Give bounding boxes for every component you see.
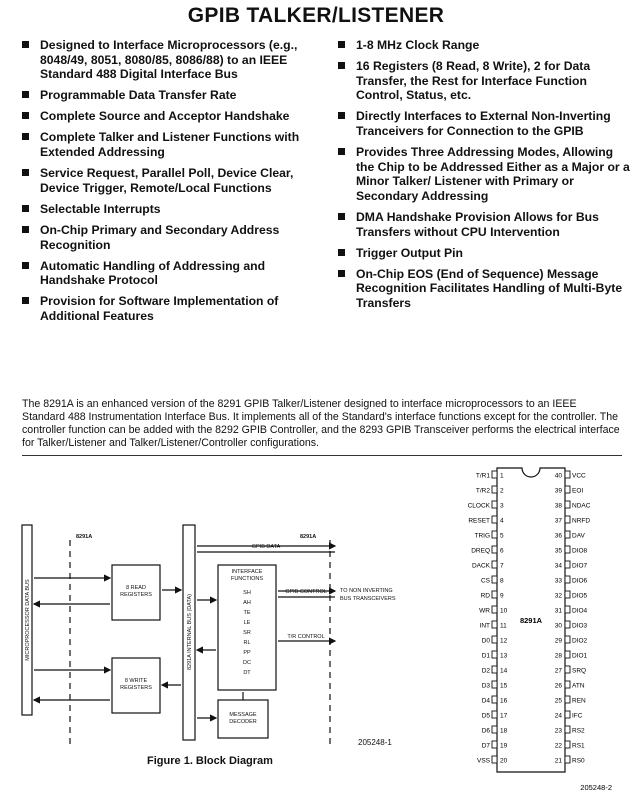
pin-number: 28	[554, 652, 562, 660]
pin-name: DREQ	[471, 547, 490, 555]
pin-stub	[492, 621, 497, 628]
if-item: AH	[243, 600, 251, 606]
if-item: SR	[243, 630, 251, 636]
read-regs-label: 8 READ REGISTERS	[120, 585, 152, 598]
transceivers-label: TO NON INVERTING BUS TRANSCEIVERS	[340, 588, 396, 602]
pin-name: INT	[479, 622, 490, 630]
pin-number: 35	[554, 547, 562, 555]
pin-stub	[565, 621, 570, 628]
pinout	[468, 468, 612, 792]
pin-name: D1	[481, 652, 490, 660]
pin-stub	[565, 681, 570, 688]
pin-name: WR	[479, 607, 490, 615]
pin-stub	[492, 546, 497, 553]
pin-number: 1	[500, 472, 504, 480]
pin-stub	[565, 666, 570, 673]
pin-name: CS	[480, 577, 490, 585]
pin-number: 22	[554, 742, 562, 750]
feature-text: Programmable Data Transfer Rate	[40, 88, 237, 103]
tr-control-label: T/R CONTROL	[287, 634, 325, 640]
pin-name: EOI	[572, 487, 584, 495]
pin-name: VCC	[572, 472, 586, 480]
pin-number: 26	[554, 682, 562, 690]
pin-number: 12	[500, 637, 508, 645]
pin-stub	[492, 726, 497, 733]
pin-name: DIO7	[572, 562, 588, 570]
if-item: DT	[243, 670, 251, 676]
pin-name: D3	[481, 682, 490, 690]
pin-stub	[492, 741, 497, 748]
pin-stub	[565, 561, 570, 568]
pin-stub	[565, 696, 570, 703]
pin-name: RS2	[572, 727, 585, 735]
feature-text: Designed to Interface Microprocessors (e.g., 8048/49, 8051, 8080/85, 8086/88) to an IEEE Standard 488 Digital Interface Bus	[40, 38, 298, 82]
pin-number: 30	[554, 622, 562, 630]
pin-number: 13	[500, 652, 508, 660]
internal-bus-label: 8291A INTERNAL BUS (DATA)	[187, 593, 193, 671]
pin-name: D7	[481, 742, 490, 750]
pin-number: 21	[554, 757, 562, 765]
pin-name: DACK	[471, 562, 490, 570]
pin-stub	[492, 561, 497, 568]
if-title: INTERFACE FUNCTIONS	[230, 569, 264, 582]
gpib-data-label: GPIB DATA	[251, 544, 281, 550]
pin-stub	[492, 696, 497, 703]
pin-stub	[565, 471, 570, 478]
pin-stub	[492, 606, 497, 613]
pin-number: 25	[554, 697, 562, 705]
pin-number: 11	[500, 622, 507, 630]
feature-text: Selectable Interrupts	[40, 201, 161, 216]
pin-name: D2	[481, 667, 490, 675]
pin-number: 24	[554, 712, 562, 720]
pin-stub	[565, 651, 570, 658]
pin-name: RESET	[468, 517, 490, 525]
pin-name: CLOCK	[467, 502, 490, 510]
pin-stub	[492, 651, 497, 658]
pin-stub	[565, 756, 570, 763]
chip-label-right: 8291A	[300, 534, 317, 540]
pin-stub	[565, 591, 570, 598]
pin-number: 3	[500, 502, 504, 510]
pin-name: DIO4	[572, 607, 588, 615]
pin-number: 15	[500, 682, 508, 690]
fig2-number: 205248-2	[580, 783, 612, 792]
feature-text: Complete Talker and Listener Functions with Extended Addressing	[40, 130, 300, 160]
if-item: DC	[243, 660, 251, 666]
pin-stub	[565, 516, 570, 523]
pin-stub	[492, 501, 497, 508]
feature-text: 1-8 MHz Clock Range	[356, 38, 480, 52]
chip-label-left: 8291A	[76, 534, 93, 540]
pin-stub	[492, 516, 497, 523]
pin-name: RD	[480, 592, 490, 600]
pin-name: TRIG	[474, 532, 490, 540]
pin-number: 33	[554, 577, 562, 585]
if-item: RL	[243, 640, 251, 646]
pin-stub	[565, 606, 570, 613]
pin-stub	[492, 591, 497, 598]
pin-name: T/R2	[475, 487, 490, 495]
pin-name: RS0	[572, 757, 585, 765]
pin-stub	[565, 501, 570, 508]
pin-number: 8	[500, 577, 504, 585]
pin-name: D6	[481, 727, 490, 735]
pin-name: DIO6	[572, 577, 588, 585]
pin-number: 38	[554, 502, 562, 510]
feature-text: On-Chip Primary and Secondary Address Recognition	[40, 222, 280, 252]
pin-name: D5	[481, 712, 490, 720]
pin-name: T/R1	[475, 472, 490, 480]
fig1-number: 205248-1	[358, 738, 392, 747]
if-item: PP	[243, 650, 251, 656]
feature-text: Complete Source and Acceptor Handshake	[40, 109, 290, 124]
pin-number: 40	[554, 472, 562, 480]
pin-name: DIO3	[572, 622, 588, 630]
pin-number: 36	[554, 532, 562, 540]
pin-name: RS1	[572, 742, 585, 750]
pin-stub	[565, 531, 570, 538]
pin-stub	[565, 741, 570, 748]
feature-text: Trigger Output Pin	[356, 245, 463, 260]
pin-number: 18	[500, 727, 508, 735]
pin-name: DIO8	[572, 547, 588, 555]
pin-name: NDAC	[572, 502, 591, 510]
pin-number: 2	[500, 487, 504, 495]
pin-name: NRFD	[572, 517, 591, 525]
pin-stub	[565, 711, 570, 718]
gpib-control-label: GPIB CONTROL	[285, 589, 327, 595]
pin-stub	[492, 666, 497, 673]
pin-name: REN	[572, 697, 586, 705]
pin-number: 6	[500, 547, 504, 555]
pin-number: 37	[554, 517, 562, 525]
pin-name: ATN	[572, 682, 585, 690]
page-title: GPIB TALKER/LISTENER	[187, 4, 445, 27]
pin-number: 23	[554, 727, 562, 735]
feature-text: Automatic Handling of Addressing and Handshake Protocol	[40, 258, 266, 288]
feature-text: Service Request, Parallel Poll, Device Clear, Device Trigger, Remote/Local Functions	[40, 166, 294, 195]
feature-text: On-Chip EOS (End of Sequence) Message Recognition Facilitates Handling of Multi-Byte Transfers	[356, 266, 623, 310]
pin-name: DAV	[572, 532, 585, 540]
pin-number: 17	[500, 712, 508, 720]
pin-name: SRQ	[572, 667, 587, 675]
pin-name: DIO5	[572, 592, 588, 600]
pin-number: 10	[500, 607, 508, 615]
pin-number: 31	[554, 607, 562, 615]
pin-stub	[492, 756, 497, 763]
msg-decoder-label: MESSAGE DECODER	[229, 712, 257, 725]
pin-number: 29	[554, 637, 562, 645]
feature-text: Provides Three Addressing Modes, Allowing the Chip to be Addressed Either as a Major or a Minor Talker/ Listener with Primary or Secondary Addressing	[356, 145, 630, 203]
pin-number: 39	[554, 487, 562, 495]
pin-number: 9	[500, 592, 504, 600]
chip-name: 8291A	[519, 616, 543, 625]
pin-stub	[492, 531, 497, 538]
if-item: SH	[243, 590, 251, 596]
pin-name: D0	[481, 637, 490, 645]
pin-stub	[492, 681, 497, 688]
pin-number: 20	[500, 757, 508, 765]
pin-name: D4	[481, 697, 490, 705]
pin-stub	[565, 726, 570, 733]
fig1-caption: Figure 1. Block Diagram	[147, 755, 273, 767]
pin-stub	[565, 636, 570, 643]
pin-number: 7	[500, 562, 504, 570]
feature-text: DMA Handshake Provision Allows for Bus Transfers without CPU Intervention	[356, 209, 599, 239]
pin-stub	[492, 711, 497, 718]
pin-number: 34	[554, 562, 562, 570]
micro-bus-label: MICROPROCESSOR DATA BUS	[25, 579, 31, 661]
pin-name: VSS	[476, 757, 490, 765]
pin-number: 32	[554, 592, 562, 600]
pin-stub	[565, 576, 570, 583]
pin-stub	[492, 471, 497, 478]
pin-number: 4	[500, 517, 504, 525]
pin-number: 27	[554, 667, 562, 675]
pin-name: DIO1	[572, 652, 588, 660]
pin-name: IFC	[572, 712, 583, 720]
if-item: TE	[243, 610, 251, 616]
pin-stub	[492, 486, 497, 493]
pin-stub	[492, 576, 497, 583]
feature-text: 16 Registers (8 Read, 8 Write), 2 for Data Transfer, the Rest for Interface Function Control, Status, etc.	[356, 59, 591, 103]
pin-number: 5	[500, 532, 504, 540]
intro-paragraph: The 8291A is an enhanced version of the 8291 GPIB Talker/Listener designed to interface microprocessors to an IEEE Standard 488 Instrumentation Interface Bus. It implements all of the Standard's interface functions except for the controller. The controller function can be added with the 8292 GPIB Controller, and the 8293 GPIB Transceiver performs the electrical interface for Talker/Listener and Talker/Listener/Controller configurations.	[22, 398, 620, 449]
pin-stub	[565, 486, 570, 493]
pin-number: 16	[500, 697, 508, 705]
pin-number: 14	[500, 667, 508, 675]
pin-stub	[565, 546, 570, 553]
feature-text: Directly Interfaces to External Non-Inverting Tranceivers for Connection to the GPIB	[356, 109, 611, 138]
pin-name: DIO2	[572, 637, 588, 645]
pin-number: 19	[500, 742, 508, 750]
pin-stub	[492, 636, 497, 643]
if-item: LE	[243, 620, 251, 626]
feature-text: Provision for Software Implementation of Additional Features	[40, 294, 279, 323]
write-regs-label: 8 WRITE REGISTERS	[120, 678, 152, 691]
